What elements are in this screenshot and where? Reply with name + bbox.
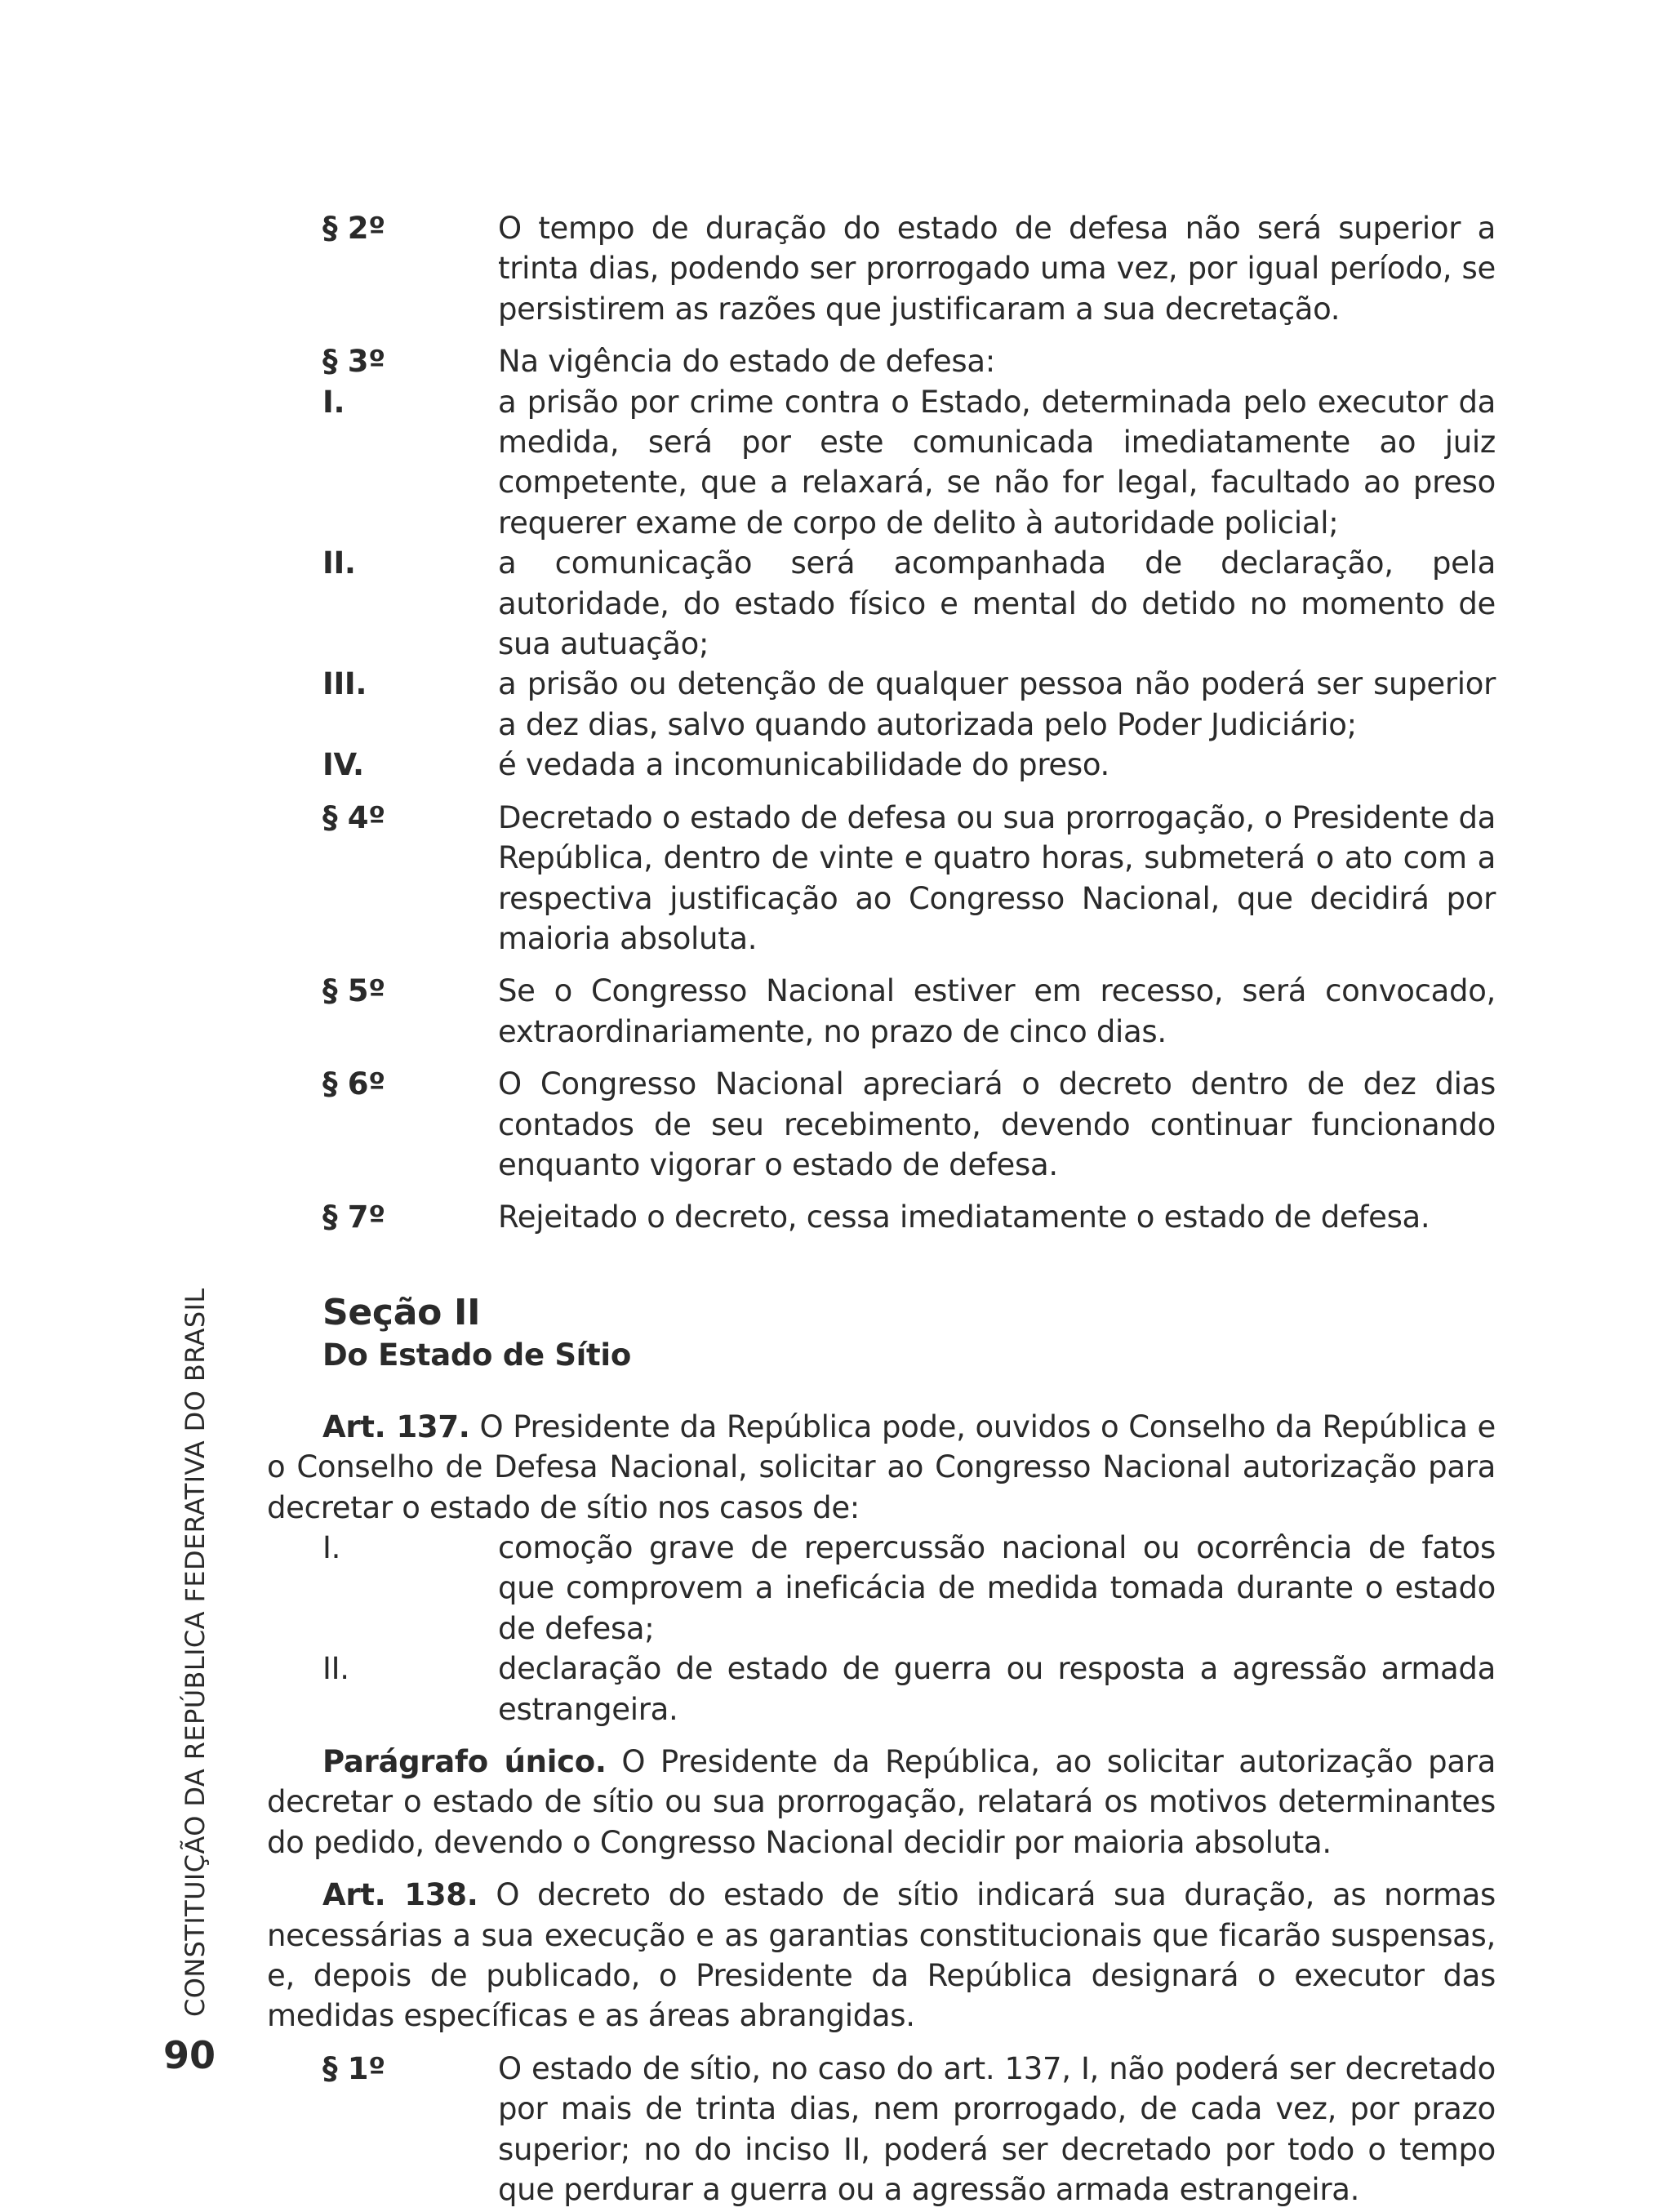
inciso-label: I. [322,1529,341,1565]
paragraph-4 [267,798,1496,959]
article-137 [267,1407,1496,1528]
inciso-text: a comunicação será acompanhada de declaração, pela autoridade, do estado físico e mental do detido no momento de sua autuação; [498,545,1496,662]
paragraph-label: § 1º [322,2050,385,2086]
inciso-iv [267,745,1496,785]
inciso-label: IV. [322,747,364,783]
article-138 [267,1875,1496,2036]
inciso-label: II. [322,1651,349,1687]
inciso-text: a prisão por crime contra o Estado, determinada pelo executor da medida, será por este comunicada imediatamente ao juiz competente, que a relaxará, se não for legal, facultado ao preso requerer exame de corpo de delito à autoridade policial; [498,384,1496,541]
article-label: Art. 137. [322,1409,470,1444]
paragraph-label: § 6º [322,1066,385,1102]
document-body [267,208,1496,2210]
paragraph-label: § 2º [322,211,385,246]
page-number: 90 [163,2033,216,2077]
paragraph-text: Decretado o estado de defesa ou sua prorrogação, o Presidente da República, dentro de vinte e quatro horas, submeterá o ato com a respectiva justificação ao Congresso Nacional, que decidirá por maioria absoluta. [498,799,1496,956]
inciso-text: a prisão ou detenção de qualquer pessoa não poderá ser superior a dez dias, salvo quando autorizada pelo Poder Judiciário; [498,666,1496,742]
paragraph-label: § 5º [322,973,385,1009]
running-title: CONSTITUIÇÃO DA REPÚBLICA FEDERATIVA DO BRASIL [180,1288,211,2017]
article-text: O Presidente da República pode, ouvidos o Conselho da República e o Conselho de Defesa Nacional, solicitar ao Congresso Nacional autorização para decretar o estado de sítio nos casos de: [267,1409,1496,1525]
paragrafo-unico [267,1742,1496,1863]
inciso-text: declaração de estado de guerra ou resposta a agressão armada estrangeira. [498,1651,1496,1727]
paragraph-text: Rejeitado o decreto, cessa imediatamente o estado de defesa. [498,1199,1430,1235]
paragraph-5 [267,971,1496,1052]
paragraph-label: § 4º [322,799,385,835]
inciso-i [267,382,1496,544]
paragraph-text: Se o Congresso Nacional estiver em recesso, será convocado, extraordinariamente, no prazo de cinco dias. [498,973,1496,1049]
section-title: Seção II [322,1291,481,1333]
inciso-text: é vedada a incomunicabilidade do preso. [498,747,1110,783]
paragraph-3 [267,341,1496,381]
paragraph-7 [267,1197,1496,1237]
paragraph-3-block [267,341,1496,785]
paragrafo-unico-label: Parágrafo único. [322,1744,607,1779]
inciso-text: comoção grave de repercussão nacional ou ocorrência de fatos que comprovem a ineficácia de medida tomada durante o estado de defesa; [498,1529,1496,1646]
paragraph-label: § 7º [322,1199,385,1235]
paragraph-text: O Congresso Nacional apreciará o decreto dentro de dez dias contados de seu recebimento, devendo continuar funcionando enquanto vigorar o estado de defesa. [498,1066,1496,1182]
article-text: O decreto do estado de sítio indicará sua duração, as normas necessárias a sua execução e as garantias constitucionais que ficarão suspensas, e, depois de publicado, o Presidente da República designará o executor das medidas específicas e as áreas abrangidas. [267,1877,1496,2034]
paragraph-text: Na vigência do estado de defesa: [498,344,995,380]
inciso-label: I. [322,384,345,420]
paragraph-label: § 3º [322,344,385,380]
article-137-inciso-i [267,1528,1496,1649]
article-137-inciso-ii [267,1649,1496,1729]
section-subtitle: Do Estado de Sítio [322,1337,631,1373]
paragraph-2 [267,208,1496,329]
paragraph-6 [267,1064,1496,1185]
paragraph-text: O tempo de duração do estado de defesa não será superior a trinta dias, podendo ser prorrogado uma vez, por igual período, se persistirem as razões que justificaram a sua decretação. [498,211,1496,327]
paragrafo-unico-text: O Presidente da República, ao solicitar autorização para decretar o estado de sítio ou sua prorrogação, relatará os motivos determinantes do pedido, devendo o Congresso Nacional decidir por maioria absoluta. [267,1744,1496,1860]
inciso-iii [267,664,1496,745]
inciso-label: II. [322,545,356,581]
article-138-paragraph-1 [267,2049,1496,2210]
inciso-label: III. [322,666,367,702]
inciso-ii [267,543,1496,664]
article-label: Art. 138. [322,1877,478,1913]
paragraph-text: O estado de sítio, no caso do art. 137, I, não poderá ser decretado por mais de trinta dias, nem prorrogado, de cada vez, por prazo superior; no do inciso II, poderá ser decretado por todo o tempo que perdurar a guerra ou a agressão armada estrangeira. [498,2050,1496,2208]
